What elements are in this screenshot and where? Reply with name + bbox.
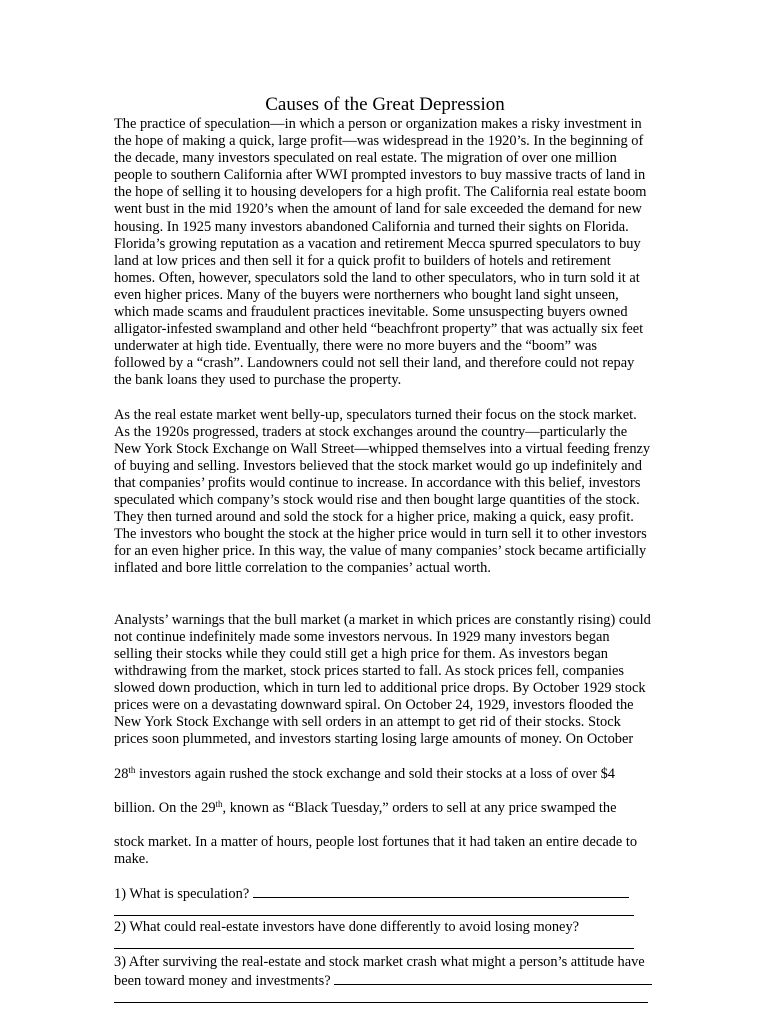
page-title: Causes of the Great Depression bbox=[265, 94, 505, 115]
text-line: people to southern California after WWI prompted investors to buy massive tracts of land in bbox=[114, 167, 646, 184]
text-line: land at low prices and then sell it for a quick profit to builders of hotels and retirement bbox=[114, 252, 611, 269]
text-line: went bust in the mid 1920’s when the amount of land for sale exceeded the demand for new bbox=[114, 201, 642, 218]
text-line: followed by a “crash”. Landowners could not sell their land, and therefore could not repay bbox=[114, 355, 635, 372]
question-1-text: 1) What is speculation? bbox=[114, 886, 253, 903]
text-line: As the 1920s progressed, traders at stock exchanges around the country—particularly the bbox=[114, 423, 628, 440]
text-line: selling their stocks while they could still get a high price for them. As investors began bbox=[114, 645, 608, 662]
questions-section bbox=[114, 885, 664, 1002]
answer-line-2[interactable] bbox=[114, 936, 634, 949]
text-line: homes. Often, however, speculators sold the land to other speculators, who in turn sold it at bbox=[114, 269, 640, 286]
answer-line-1[interactable] bbox=[114, 903, 634, 916]
question-1 bbox=[114, 885, 664, 903]
paragraph-real-estate bbox=[114, 116, 664, 390]
text-line: prices soon plummeted, and investors starting losing large amounts of money. On October bbox=[114, 731, 634, 748]
text-line: the decade, many investors speculated on real estate. The migration of over one million bbox=[114, 150, 617, 167]
text-line: the hope of making a quick, large profit—was widespread in the 1920’s. In the beginning of bbox=[114, 133, 644, 150]
text-line: of buying and selling. Investors believed that the stock market would go up indefinitely and bbox=[114, 457, 642, 474]
text-line: alligator-infested swampland and other held “beachfront property” that was actually six feet bbox=[114, 321, 644, 338]
text-line: 28th investors again rushed the stock exchange and sold their stocks at a loss of over $4 bbox=[114, 764, 615, 782]
question-3 bbox=[114, 954, 664, 971]
document-body bbox=[114, 116, 664, 1003]
question-3-text: 3) After surviving the real-estate and stock market crash what might a person’s attitude have bbox=[114, 954, 645, 971]
text-line: the hope of selling it to housing developers for a high profit. The California real estate boom bbox=[114, 184, 647, 201]
text-line: The investors who bought the stock at the higher price would in turn sell it to other investors bbox=[114, 526, 647, 543]
answer-blank-3[interactable] bbox=[334, 972, 652, 985]
text-line: They then turned around and sold the stock for a higher price, making a quick, easy profit. bbox=[114, 509, 634, 526]
text-line: Analysts’ warnings that the bull market (a market in which prices are constantly rising) could bbox=[114, 611, 651, 628]
text-line: that companies’ profits would continue to increase. In accordance with this belief, investors bbox=[114, 474, 641, 491]
text-line: New York Stock Exchange with sell orders in an attempt to get rid of their stocks. Stock bbox=[114, 714, 621, 731]
question-3-text-cont: been toward money and investments? bbox=[114, 972, 335, 989]
text-line: make. bbox=[114, 851, 149, 868]
text-line: underwater at high tide. Eventually, there were no more buyers and the “boom” was bbox=[114, 338, 597, 355]
text-line: which made scams and fraudulent practices inevitable. Some unsuspecting buyers owned bbox=[114, 304, 628, 321]
text-line: withdrawing from the market, stock prices started to fall. As stock prices fell, companies bbox=[114, 663, 624, 679]
text-line: speculated which company’s stock would rise and then bought large quantities of the stock. bbox=[114, 492, 640, 509]
text-line: slowed down production, which in turn led to additional price drops. By October 1929 stock bbox=[114, 680, 646, 697]
paragraph-stock-market bbox=[114, 407, 664, 578]
text-line: inflated and bore little correlation to the companies’ actual worth. bbox=[114, 560, 491, 577]
text-line: As the real estate market went belly-up, speculators turned their focus on the stock market. bbox=[114, 406, 637, 423]
text-line: for an even higher price. In this way, the value of many companies’ stock became artificially bbox=[114, 543, 647, 560]
text-line: billion. On the 29th, known as “Black Tuesday,” orders to sell at any price swamped the bbox=[114, 798, 617, 816]
answer-blank-1[interactable] bbox=[253, 885, 629, 898]
text-line: Florida’s growing reputation as a vacation and retirement Mecca spurred speculators to buy bbox=[114, 235, 641, 252]
text-line: even higher prices. Many of the buyers were northerners who bought land sight unseen, bbox=[114, 286, 619, 303]
answer-line-3[interactable] bbox=[114, 990, 648, 1003]
paragraph-crash bbox=[114, 595, 664, 886]
text-line: the bank loans they used to purchase the property. bbox=[114, 372, 402, 389]
question-3-cont bbox=[114, 972, 664, 990]
text-line: not continue indefinitely made some investors nervous. In 1929 many investors began bbox=[114, 628, 610, 645]
text-line: New York Stock Exchange on Wall Street—whipped themselves into a virtual feeding frenzy bbox=[114, 440, 651, 457]
question-2-text: 2) What could real-estate investors have done differently to avoid losing money? bbox=[114, 919, 580, 936]
text-line: prices were on a devastating downward spiral. On October 24, 1929, investors flooded the bbox=[114, 697, 634, 714]
question-2 bbox=[114, 919, 664, 936]
text-line: stock market. In a matter of hours, people lost fortunes that it had taken an entire decade to bbox=[114, 833, 638, 850]
text-line: The practice of speculation—in which a person or organization makes a risky investment in bbox=[114, 116, 642, 132]
text-line: housing. In 1925 many investors abandoned California and turned their sights on Florida. bbox=[114, 218, 629, 235]
